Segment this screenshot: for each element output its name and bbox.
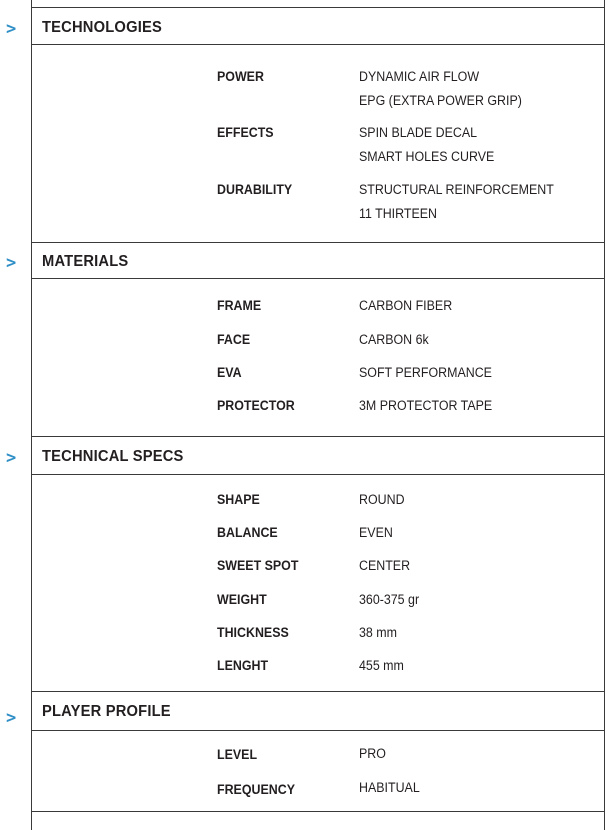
spec-label: PROTECTOR xyxy=(217,398,295,413)
spec-value: SOFT PERFORMANCE xyxy=(359,365,492,380)
spec-value: 360-375 gr xyxy=(359,592,420,607)
spec-value: 11 THIRTEEN xyxy=(359,206,437,221)
spec-value: HABITUAL xyxy=(359,780,420,795)
spec-value: EVEN xyxy=(359,525,393,540)
chevron-right-icon[interactable]: > xyxy=(6,448,17,468)
divider xyxy=(31,278,604,279)
divider xyxy=(31,811,604,812)
section-title[interactable]: TECHNICAL SPECS xyxy=(42,448,184,465)
section-title[interactable]: TECHNOLOGIES xyxy=(42,19,162,36)
spec-value: 3M PROTECTOR TAPE xyxy=(359,398,493,413)
spec-value: SPIN BLADE DECAL xyxy=(359,125,478,140)
spec-label: LENGHT xyxy=(217,658,269,673)
section-title[interactable]: MATERIALS xyxy=(42,253,129,270)
spec-value: CARBON 6k xyxy=(359,332,429,347)
spec-label: DURABILITY xyxy=(217,182,293,197)
spec-label: SWEET SPOT xyxy=(217,558,299,573)
chevron-right-icon[interactable]: > xyxy=(6,708,17,728)
spec-label: BALANCE xyxy=(217,525,278,540)
spec-label: FREQUENCY xyxy=(217,782,295,797)
spec-label: SHAPE xyxy=(217,492,260,507)
spec-label: THICKNESS xyxy=(217,625,289,640)
spec-value: ROUND xyxy=(359,492,405,507)
spec-value: CENTER xyxy=(359,558,411,573)
divider xyxy=(31,730,604,731)
spec-label: EVA xyxy=(217,365,242,380)
divider xyxy=(31,7,604,8)
divider xyxy=(31,436,604,437)
spec-label: LEVEL xyxy=(217,747,258,762)
divider xyxy=(31,242,604,243)
spec-label: FRAME xyxy=(217,298,262,313)
spec-value: DYNAMIC AIR FLOW xyxy=(359,69,480,84)
chevron-right-icon[interactable]: > xyxy=(6,19,17,39)
spec-value: SMART HOLES CURVE xyxy=(359,149,495,164)
spec-label: FACE xyxy=(217,332,251,347)
spec-value: CARBON FIBER xyxy=(359,298,453,313)
spec-label: WEIGHT xyxy=(217,592,267,607)
spec-value: 455 mm xyxy=(359,658,404,673)
spec-value: 38 mm xyxy=(359,625,397,640)
divider xyxy=(31,44,604,45)
spec-label: POWER xyxy=(217,69,264,84)
spec-value: STRUCTURAL REINFORCEMENT xyxy=(359,182,554,197)
spec-value: PRO xyxy=(359,746,386,761)
divider xyxy=(31,691,604,692)
divider xyxy=(31,474,604,475)
spec-value: EPG (EXTRA POWER GRIP) xyxy=(359,93,522,108)
chevron-right-icon[interactable]: > xyxy=(6,253,17,273)
spec-label: EFFECTS xyxy=(217,125,274,140)
section-title[interactable]: PLAYER PROFILE xyxy=(42,703,171,720)
